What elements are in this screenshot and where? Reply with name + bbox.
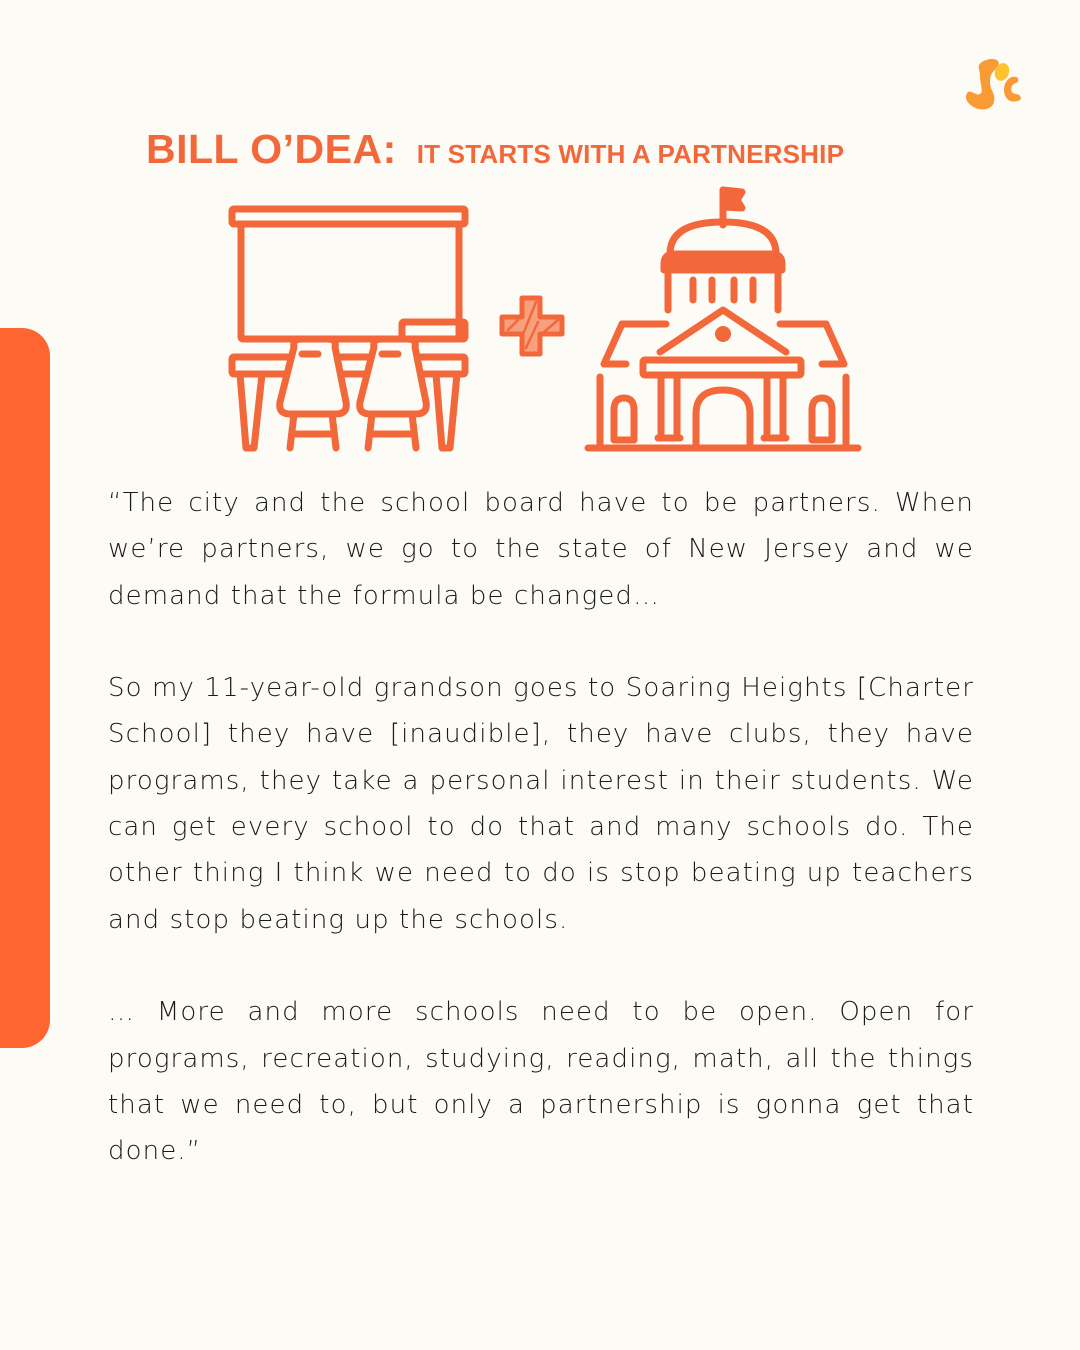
speaker-name: BILL O’DEA: (146, 126, 397, 172)
quote-block (108, 480, 974, 1221)
title-subtitle: IT STARTS WITH A PARTNERSHIP (416, 139, 845, 169)
quote-paragraph-2: So my 11-year-old grandson goes to Soaring Heights [Charter School] they have [inaudible], they have clubs, they have programs, they take a personal interest in their students. We can get every school to do that and many schools do. The other thing I think we need to do is stop beating up teachers and stop beating up the schools. (108, 673, 974, 935)
sc-brand-logo-icon (962, 56, 1024, 112)
partnership-illustration (222, 182, 872, 457)
quote-paragraph-1: “The city and the school board have to be partners. When we’re partners, we go to the state of New Jersey and we demand that the formula be changed… (108, 488, 974, 611)
plus-icon (502, 298, 562, 354)
classroom-icon (232, 209, 465, 448)
government-building-icon (588, 190, 858, 448)
page-title (146, 126, 946, 173)
quote-paragraph-3: … More and more schools need to be open. Open for programs, recreation, studying, reading, math, all the things that we need to, but only a partnership is gonna get that done.” (108, 997, 974, 1167)
accent-side-bar (0, 328, 50, 1048)
